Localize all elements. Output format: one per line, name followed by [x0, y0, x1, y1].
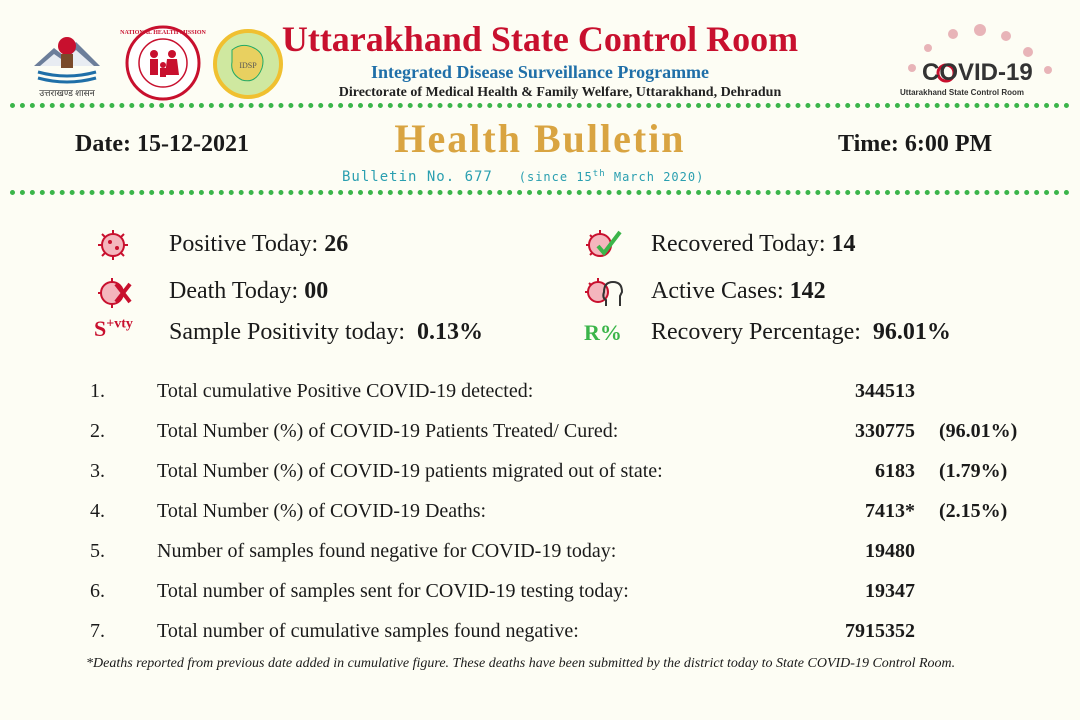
sample-positivity — [169, 319, 483, 346]
positivity-symbol — [94, 316, 133, 342]
divider-bottom — [10, 190, 1070, 195]
sample-positivity-label: Sample Positivity today: — [169, 319, 406, 345]
death-today — [169, 278, 328, 305]
row-description: Total cumulative Positive COVID-19 detected: — [157, 380, 534, 402]
recovered-today — [651, 231, 855, 258]
sample-positivity-value: 0.13% — [417, 319, 484, 345]
directorate-line: Directorate of Medical Health & Family Welfare, Uttarakhand, Dehradun — [338, 85, 782, 100]
recovered-today-label: Recovered Today: — [651, 231, 826, 257]
recovered-today-value: 14 — [831, 231, 856, 257]
logo1-text: उत्तराखण्ड शासन — [39, 88, 95, 98]
row-number: 1. — [90, 380, 105, 402]
positivity-symbol-text: S — [94, 316, 107, 341]
bulletin-number-text: Bulletin No. 677 — [342, 169, 493, 185]
row-percentage: (1.79%) — [939, 460, 1008, 482]
page-title: Uttarakhand State Control Room — [281, 19, 799, 59]
bulletin-time: Time: 6:00 PM — [838, 131, 993, 157]
active-cases-value: 142 — [789, 278, 826, 304]
bulletin-since-end: March 2020) — [605, 170, 705, 184]
bulletin-since-sup: th — [592, 169, 606, 179]
covid-logo-text: COVID-19 — [922, 59, 1033, 86]
row-value: 7915352 — [845, 620, 915, 642]
bulletin-heading: Health Bulletin — [394, 116, 686, 161]
row-number: 4. — [90, 500, 105, 522]
row-description: Total Number (%) of COVID-19 Deaths: — [157, 500, 487, 522]
programme-subtitle: Integrated Disease Surveillance Programme — [370, 62, 710, 82]
row-number: 3. — [90, 460, 105, 482]
row-description: Total number of cumulative samples found negative: — [157, 620, 579, 642]
active-cases — [651, 278, 826, 305]
divider-top — [10, 103, 1070, 108]
bulletin-since: (since 15 — [518, 170, 593, 184]
row-description: Total Number (%) of COVID-19 Patients Treated/ Cured: — [157, 420, 619, 442]
row-number: 5. — [90, 540, 105, 562]
virus-cross-icon — [96, 276, 136, 310]
row-number: 6. — [90, 580, 105, 602]
row-description: Number of samples found negative for COVID-19 today: — [157, 540, 617, 562]
death-today-label: Death Today: — [169, 278, 299, 304]
recovery-percentage-value: 96.01% — [872, 319, 951, 345]
bulletin-date: Date: 15-12-2021 — [75, 131, 249, 157]
virus-head-icon — [584, 274, 624, 310]
positivity-symbol-sup: +vty — [106, 316, 133, 332]
row-description: Total Number (%) of COVID-19 patients migrated out of state: — [157, 460, 663, 482]
row-description: Total number of samples sent for COVID-19 testing today: — [157, 580, 629, 602]
row-number: 7. — [90, 620, 105, 642]
footnote: *Deaths reported from previous date added in cumulative figure. These deaths have been submitted by the district today to State COVID-19 Control Room. — [86, 656, 956, 671]
svg-text:IDSP: IDSP — [239, 61, 257, 70]
row-value: 19480 — [865, 540, 915, 562]
active-cases-label: Active Cases: — [651, 278, 784, 304]
row-number: 2. — [90, 420, 105, 442]
bulletin-number — [342, 169, 704, 185]
positive-today-label: Positive Today: — [169, 231, 319, 257]
positive-today — [169, 231, 348, 258]
row-percentage: (96.01%) — [939, 420, 1018, 442]
row-value: 330775 — [855, 420, 915, 442]
recovery-symbol: R% — [584, 320, 622, 345]
recovery-percentage — [651, 319, 951, 346]
positive-today-value: 26 — [324, 231, 349, 257]
virus-check-icon — [584, 226, 624, 262]
row-value: 19347 — [865, 580, 915, 602]
row-value: 344513 — [855, 380, 915, 402]
covid-logo-sub: Uttarakhand State Control Room — [900, 88, 1025, 97]
covid-virus-icon — [96, 228, 134, 262]
recovery-percentage-label: Recovery Percentage: — [651, 319, 861, 345]
death-today-value: 00 — [304, 278, 329, 304]
row-value: 7413* — [865, 500, 915, 522]
row-percentage: (2.15%) — [939, 500, 1008, 522]
svg-text:NATIONAL HEALTH MISSION: NATIONAL HEALTH MISSION — [120, 30, 206, 36]
row-value: 6183 — [875, 460, 915, 482]
